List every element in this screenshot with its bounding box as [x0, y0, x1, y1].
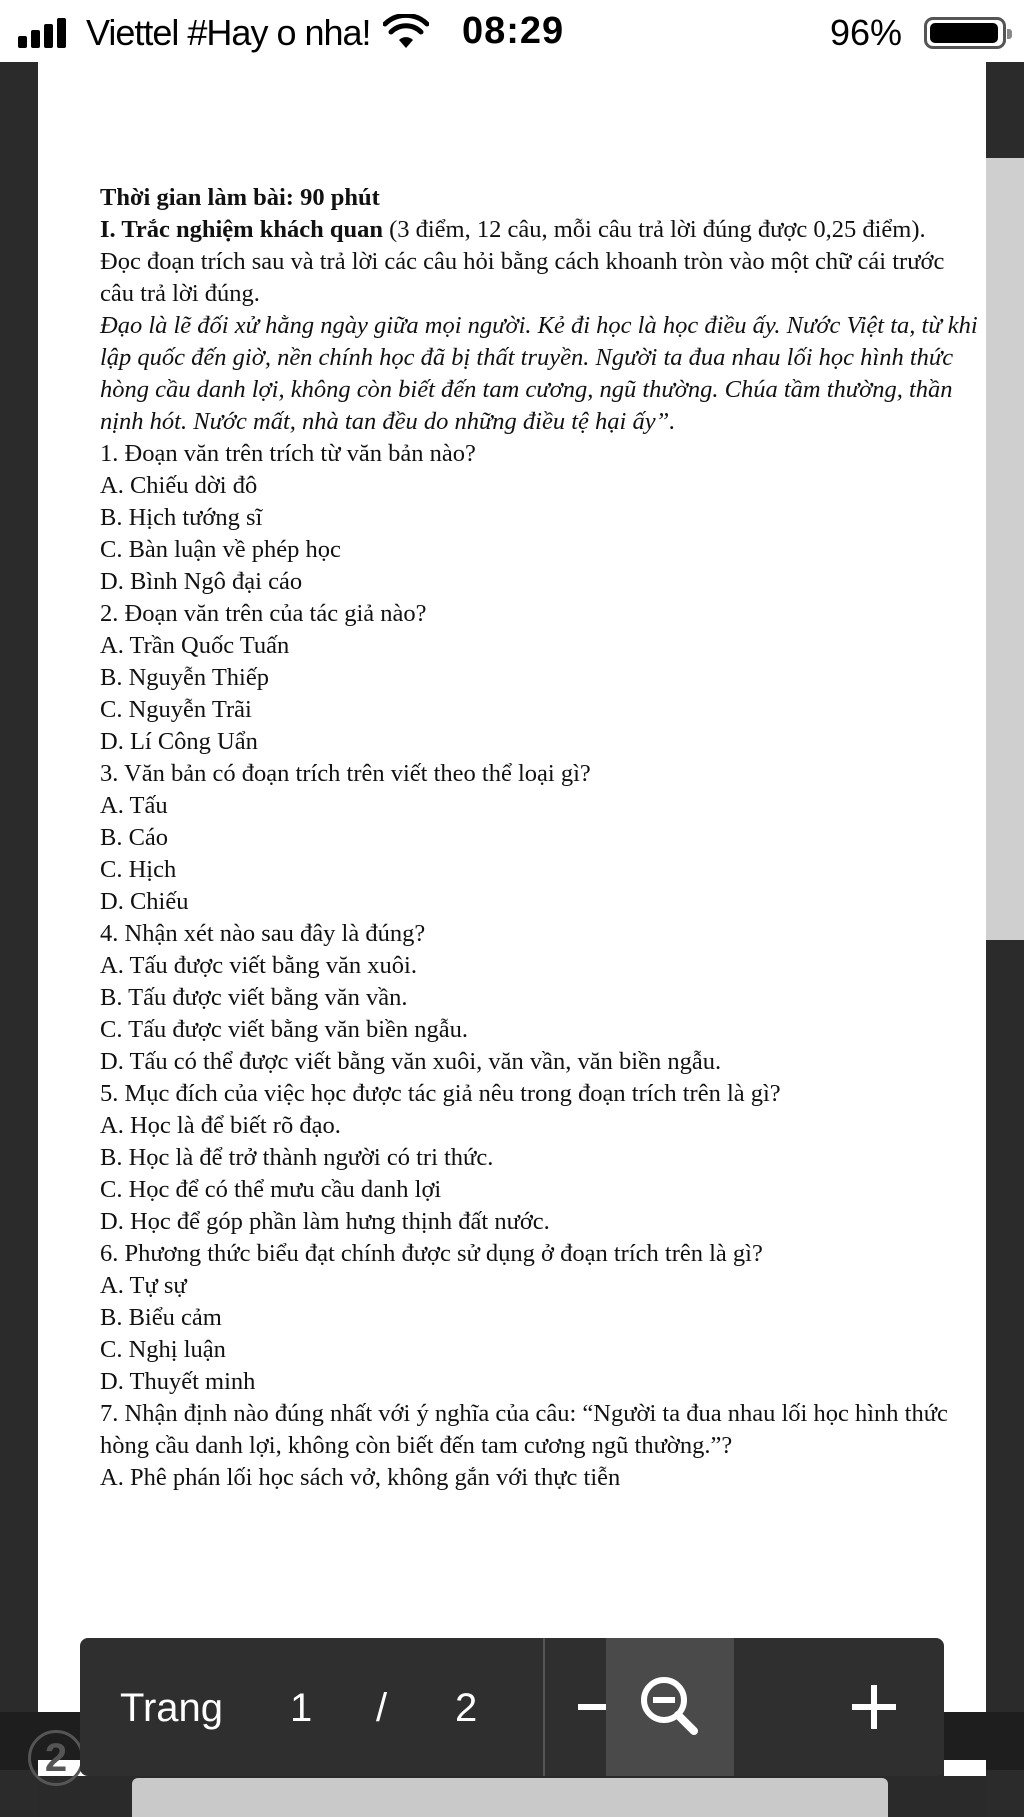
document-line: D. Bình Ngô đại cáo	[100, 568, 303, 595]
document-text-span: (3 điểm, 12 câu, mỗi câu trả lời đúng được 0,25 điểm).	[382, 216, 926, 243]
document-line: 4. Nhận xét nào sau đây là đúng?	[100, 920, 426, 947]
document-line: D. Thuyết minh	[100, 1368, 256, 1395]
battery-icon	[924, 17, 1006, 49]
help-icon[interactable]: 2	[28, 1730, 84, 1786]
document-line: B. Nguyễn Thiếp	[100, 664, 269, 691]
document-content	[100, 182, 980, 1494]
document-line: C. Bàn luận về phép học	[100, 536, 341, 563]
document-line: C. Học để có thể mưu cầu danh lợi	[100, 1176, 442, 1203]
toolbar-divider	[543, 1638, 545, 1776]
document-line: 2. Đoạn văn trên của tác giả nào?	[100, 600, 427, 627]
document-line: Đạo là lẽ đối xử hằng ngày giữa mọi người. Kẻ đi học là học điều ấy. Nước Việt ta, từ khi lập quốc đến giờ, nền chính học đã bị thất truyền. Người ta đua nhau lối học hình thức hòng cầu danh lợi, không còn biết đến tam cương, ngũ thường. Chúa tầm thường, thần nịnh hót. Nước mất, nhà tan đều do những điều tệ hại ấy”.	[100, 312, 978, 435]
battery-percent: 96%	[830, 12, 903, 53]
zoom-out-icon	[606, 1638, 734, 1776]
document-line: A. Học là để biết rõ đạo.	[100, 1112, 341, 1139]
total-pages: 2	[455, 1686, 478, 1730]
wifi-icon	[383, 14, 429, 50]
document-line: D. Học để góp phần làm hưng thịnh đất nước.	[100, 1208, 550, 1235]
document-line: B. Biểu cảm	[100, 1304, 222, 1331]
document-line: A. Trần Quốc Tuấn	[100, 632, 290, 659]
page-label: Trang	[120, 1686, 224, 1730]
document-line	[100, 214, 980, 246]
current-page-number[interactable]: 1	[290, 1686, 313, 1730]
document-line: D. Tấu có thể được viết bằng văn xuôi, văn vần, văn biền ngẫu.	[100, 1048, 722, 1075]
document-line: C. Tấu được viết bằng văn biền ngẫu.	[100, 1016, 469, 1043]
document-line: 7. Nhận định nào đúng nhất với ý nghĩa của câu: “Người ta đua nhau lối học hình thức hòng cầu danh lợi, không còn biết đến tam cương ngũ thường.”?	[100, 1400, 948, 1459]
document-line: C. Nghị luận	[100, 1336, 226, 1363]
document-line: C. Hịch	[100, 856, 177, 883]
zoom-out-button[interactable]	[606, 1638, 734, 1776]
document-line: B. Hịch tướng sĩ	[100, 504, 263, 531]
plus-icon	[810, 1638, 938, 1776]
home-indicator-bar	[132, 1778, 888, 1817]
carrier-name: Viettel #Hay o nha!	[86, 12, 371, 53]
viewer-margin-left	[0, 62, 38, 1817]
scrollbar-thumb[interactable]	[986, 158, 1024, 940]
document-line: Thời gian làm bài: 90 phút	[100, 184, 380, 211]
document-line: A. Tấu	[100, 792, 168, 819]
document-line: B. Học là để trở thành người có tri thức.	[100, 1144, 494, 1171]
document-line: 6. Phương thức biểu đạt chính được sử dụng ở đoạn trích trên là gì?	[100, 1240, 763, 1267]
document-line: B. Tấu được viết bằng văn vần.	[100, 984, 408, 1011]
status-bar	[0, 0, 1024, 62]
document-line: D. Chiếu	[100, 888, 189, 915]
document-line: 3. Văn bản có đoạn trích trên viết theo thể loại gì?	[100, 760, 591, 787]
clock: 08:29	[462, 10, 565, 52]
document-line: A. Phê phán lối học sách vở, không gắn với thực tiễn	[100, 1464, 621, 1491]
document-line: 1. Đoạn văn trên trích từ văn bản nào?	[100, 440, 476, 467]
page-toolbar	[80, 1638, 944, 1776]
document-line: A. Chiếu dời đô	[100, 472, 258, 499]
document-line: Đọc đoạn trích sau và trả lời các câu hỏi bằng cách khoanh tròn vào một chữ cái trước câu trả lời đúng.	[100, 248, 945, 307]
document-text-span: I. Trắc nghiệm khách quan	[100, 216, 383, 243]
document-page[interactable]	[38, 62, 986, 1712]
document-line: C. Nguyễn Trãi	[100, 696, 252, 723]
document-line: A. Tự sự	[100, 1272, 187, 1299]
document-line: D. Lí Công Uẩn	[100, 728, 258, 755]
page-edge-right	[944, 1760, 986, 1776]
document-line: B. Cáo	[100, 824, 169, 851]
document-line: A. Tấu được viết bằng văn xuôi.	[100, 952, 417, 979]
page-separator: /	[376, 1686, 388, 1730]
document-line: 5. Mục đích của việc học được tác giả nêu trong đoạn trích trên là gì?	[100, 1080, 781, 1107]
zoom-plus-button[interactable]	[810, 1638, 938, 1776]
